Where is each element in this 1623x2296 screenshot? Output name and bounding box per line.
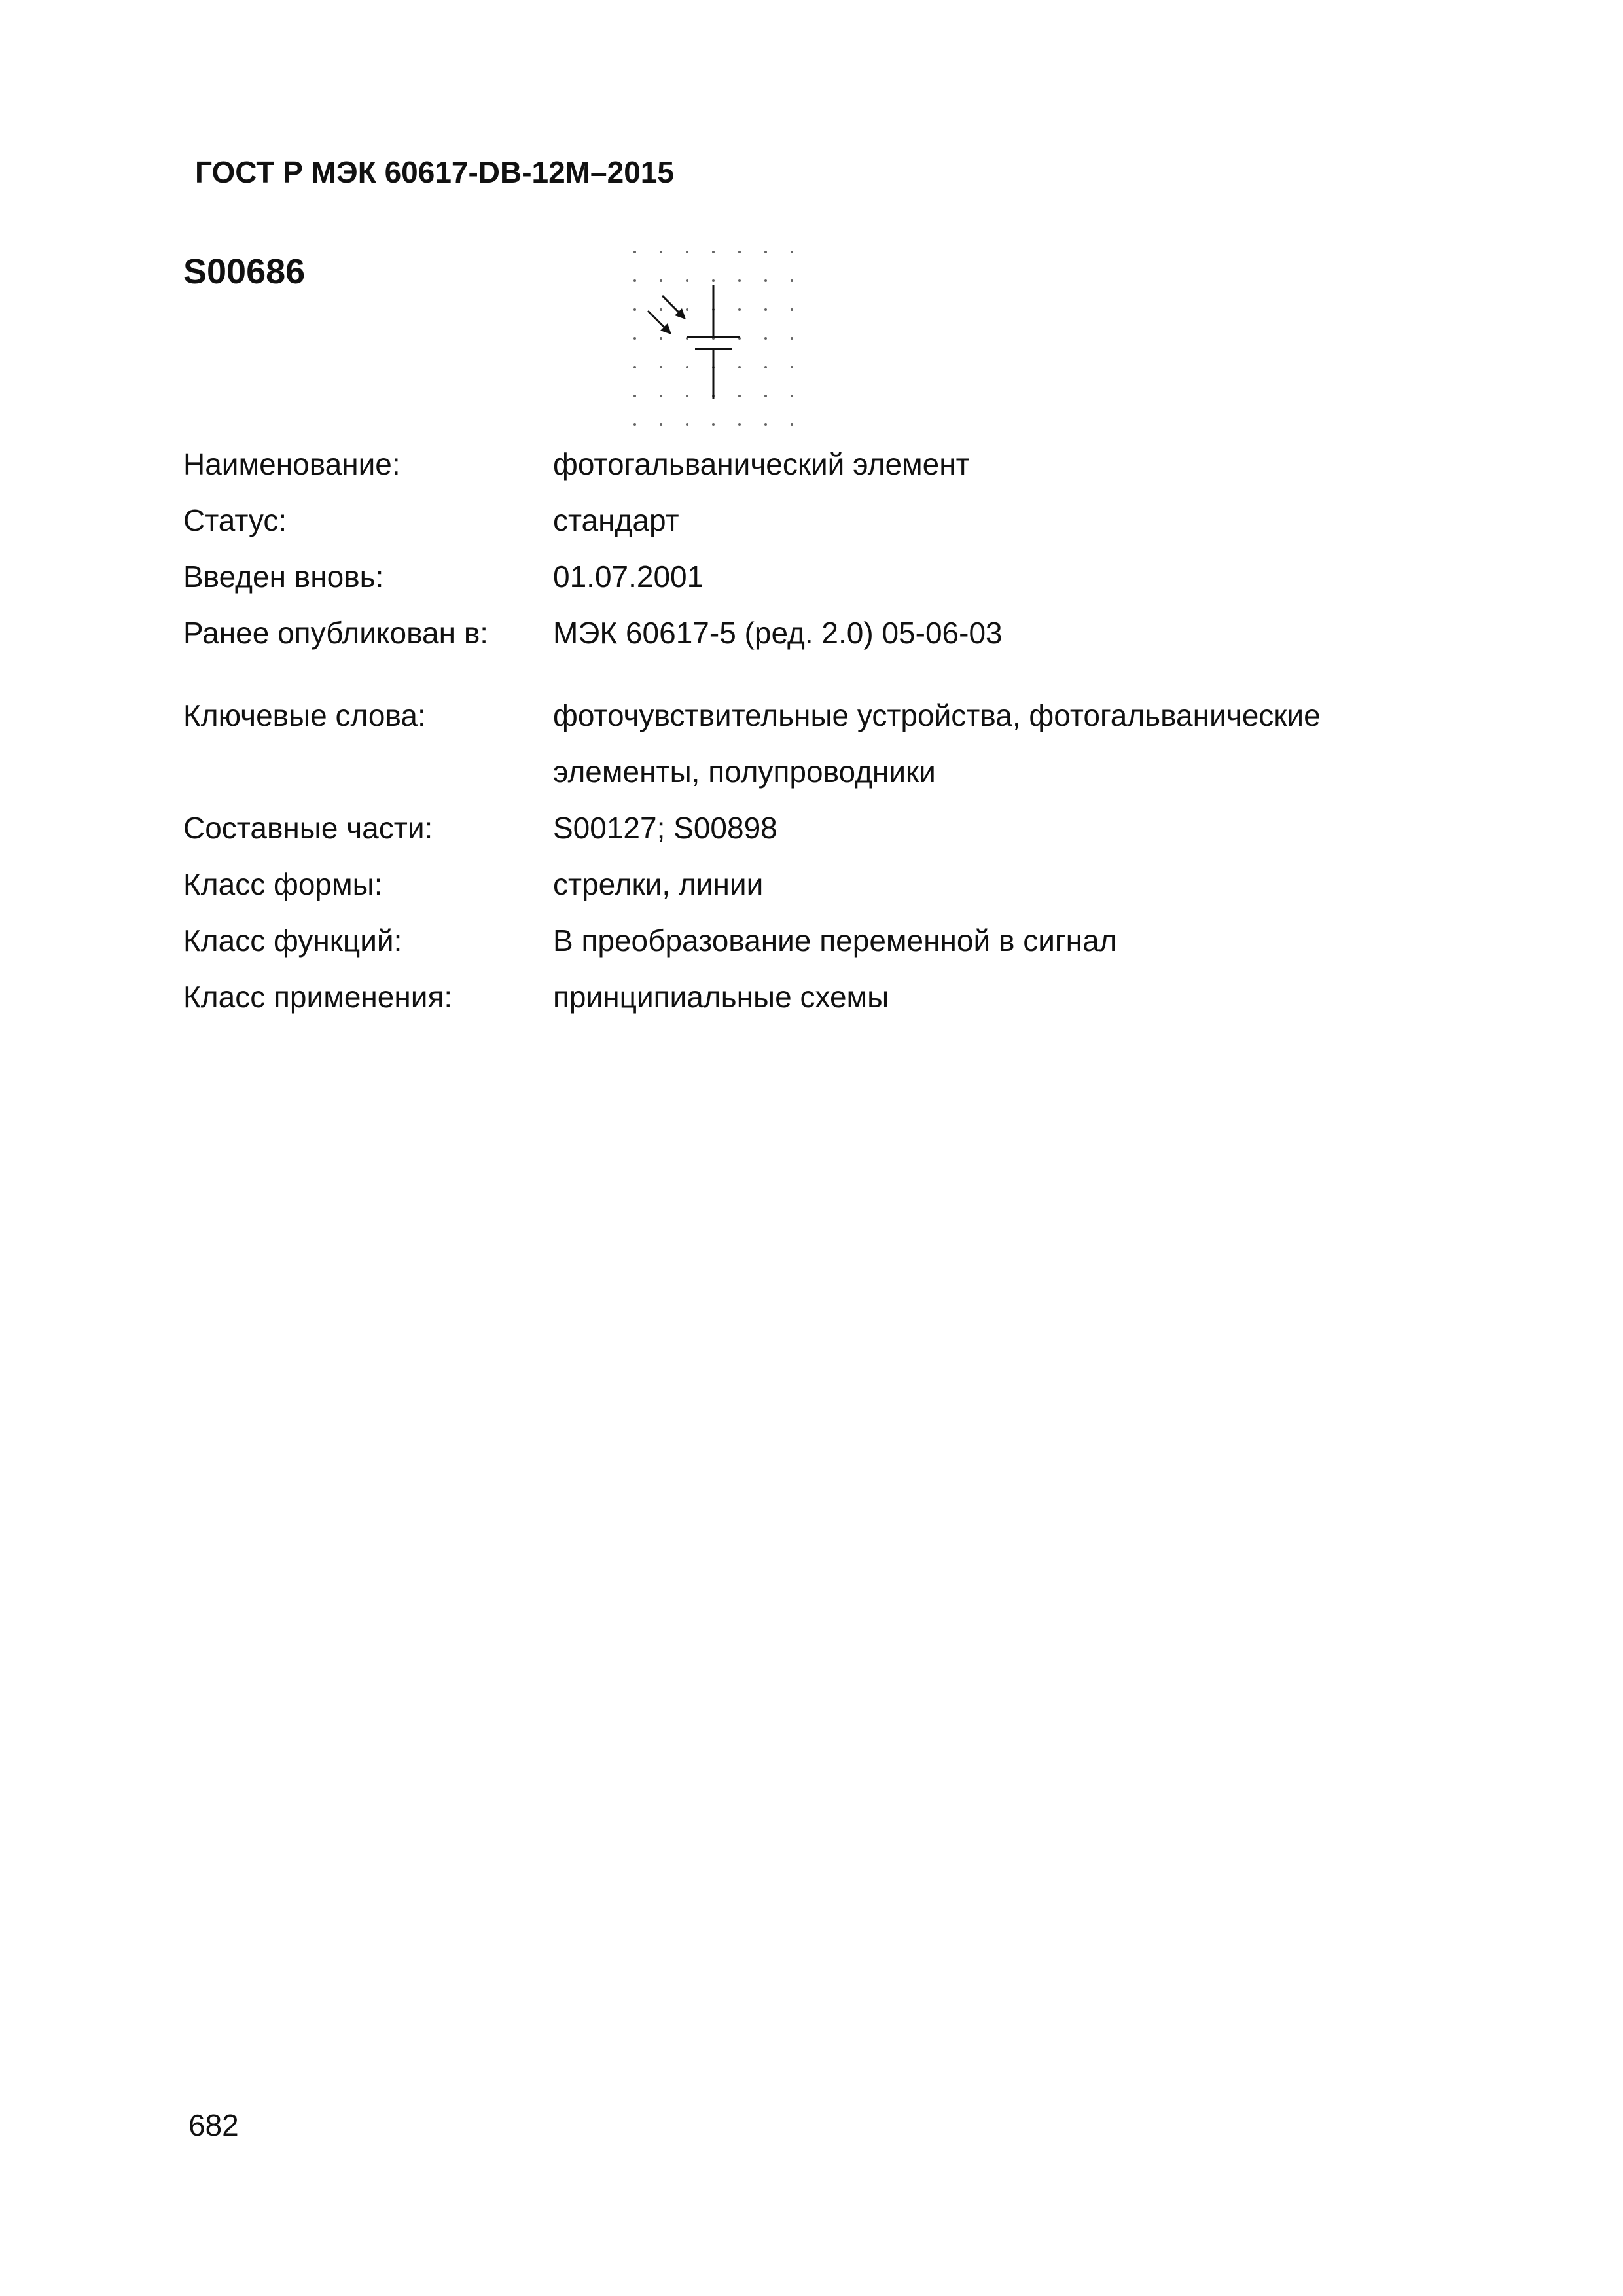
grid-dot — [660, 279, 662, 282]
field-status-label: Статус: — [183, 503, 287, 537]
light-arrowheads — [660, 308, 686, 334]
grid-dot — [686, 251, 688, 253]
photovoltaic-cell-symbol-icon — [615, 245, 798, 442]
grid-dot — [738, 308, 741, 311]
field-application-class-value: принципиальные схемы — [553, 980, 889, 1014]
grid-dot — [764, 395, 767, 397]
field-keywords-value-line1: фоточувствительные устройства, фотогальванические — [553, 698, 1321, 732]
field-keywords-value-line2: элементы, полупроводники — [553, 755, 936, 789]
grid-dot — [686, 308, 688, 311]
grid-dot — [633, 308, 636, 311]
grid-dot — [712, 423, 715, 426]
grid-dot — [686, 423, 688, 426]
field-introduced-value: 01.07.2001 — [553, 560, 704, 594]
field-published-label: Ранее опубликован в: — [183, 616, 489, 650]
grid-dot — [633, 366, 636, 368]
field-keywords-label: Ключевые слова: — [183, 698, 426, 732]
field-name-value: фотогальванический элемент — [553, 447, 970, 481]
grid-dot — [660, 395, 662, 397]
grid-dot — [660, 366, 662, 368]
grid-dot — [791, 423, 793, 426]
grid-dot — [633, 251, 636, 253]
grid-dot — [686, 279, 688, 282]
grid-dot — [738, 395, 741, 397]
grid-dot — [791, 395, 793, 397]
field-shape-class-label: Класс формы: — [183, 867, 383, 901]
grid-dot — [764, 279, 767, 282]
grid-dot — [738, 366, 741, 368]
page-number: 682 — [188, 2108, 239, 2142]
field-shape-class-value: стрелки, линии — [553, 867, 764, 901]
symbol-grid-dots — [633, 251, 793, 426]
field-application-class-label: Класс применения: — [183, 980, 453, 1014]
grid-dot — [764, 423, 767, 426]
field-function-class-label: Класс функций: — [183, 924, 402, 958]
grid-dot — [633, 423, 636, 426]
grid-dot — [686, 366, 688, 368]
grid-dot — [660, 337, 662, 340]
grid-dot — [633, 337, 636, 340]
grid-dot — [738, 251, 741, 253]
grid-dot — [712, 279, 715, 282]
field-parts-label: Составные части: — [183, 811, 433, 845]
grid-dot — [791, 337, 793, 340]
grid-dot — [764, 366, 767, 368]
field-published-value: МЭК 60617-5 (ред. 2.0) 05-06-03 — [553, 616, 1003, 650]
grid-dot — [738, 423, 741, 426]
grid-dot — [764, 251, 767, 253]
grid-dot — [791, 308, 793, 311]
grid-dot — [633, 395, 636, 397]
grid-dot — [764, 337, 767, 340]
document-header: ГОСТ Р МЭК 60617-DB-12M–2015 — [195, 155, 674, 189]
grid-dot — [764, 308, 767, 311]
grid-dot — [791, 279, 793, 282]
grid-dot — [660, 423, 662, 426]
grid-dot — [633, 279, 636, 282]
grid-dot — [686, 395, 688, 397]
grid-dot — [791, 366, 793, 368]
grid-dot — [738, 279, 741, 282]
symbol-id: S00686 — [183, 252, 306, 291]
grid-dot — [791, 251, 793, 253]
photovoltaic-cell-drawing — [648, 285, 740, 399]
grid-dot — [712, 251, 715, 253]
field-name-label: Наименование: — [183, 447, 401, 481]
grid-dot — [660, 251, 662, 253]
field-introduced-label: Введен вновь: — [183, 560, 384, 594]
grid-dot — [660, 308, 662, 311]
field-function-class-value: B преобразование переменной в сигнал — [553, 924, 1117, 958]
field-status-value: стандарт — [553, 503, 679, 537]
field-parts-value: S00127; S00898 — [553, 811, 777, 845]
